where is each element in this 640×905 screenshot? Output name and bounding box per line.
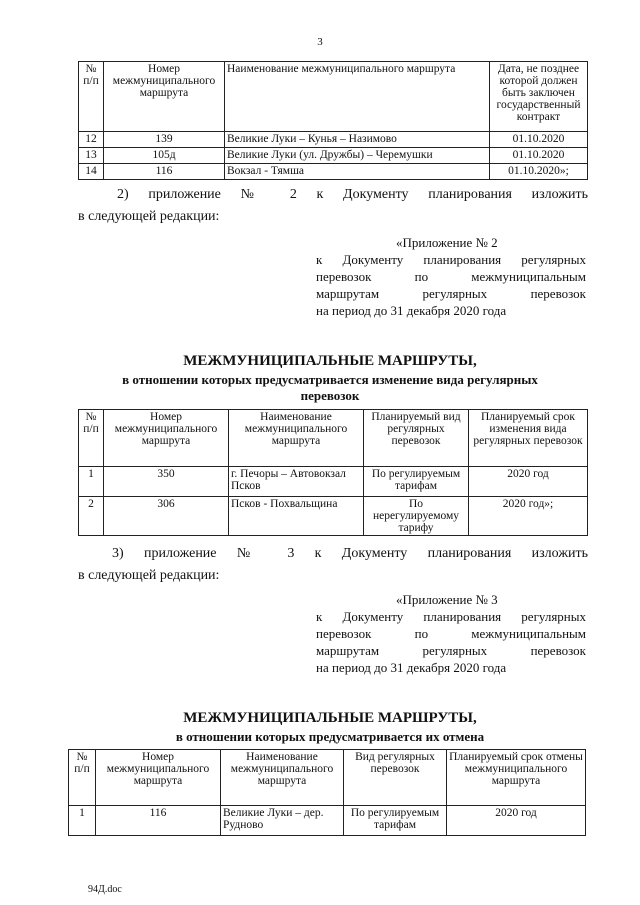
table-header-row — [79, 410, 588, 467]
appendix-3-line: к Документу планирования регулярных — [316, 609, 586, 624]
contract-dates-table — [78, 61, 588, 180]
paragraph-item-2-line2: в следующей редакции: — [78, 209, 220, 224]
col-header-route-number: Номер межмуниципального маршрута — [96, 750, 221, 806]
paragraph-item-3-line1: 3) приложение № 3 к Документу планирования изложить — [112, 546, 588, 561]
page-number: 3 — [317, 36, 323, 48]
cell-number: 1 — [69, 806, 96, 836]
appendix-2-line: на период до 31 декабря 2020 года — [316, 303, 507, 318]
cell-contract-date: 01.10.2020»; — [490, 164, 588, 180]
section-subheading-cancel: в отношении которых предусматривается их отмена — [175, 729, 485, 744]
document-filename: 94Д.doc — [88, 884, 122, 895]
appendix-3-line: перевозок по межмуниципальным — [316, 626, 586, 641]
section-subheading-change: в отношении которых предусматривается изменение вида регулярных — [122, 372, 538, 387]
col-header-route-number: Номер межмуниципального маршрута — [104, 62, 225, 132]
col-header-number: № п/п — [79, 410, 104, 467]
section-subheading-change-cont: перевозок — [300, 388, 360, 403]
table-row — [79, 148, 588, 164]
paragraph-item-3-line2: в следующей редакции: — [78, 568, 220, 583]
table-row — [79, 497, 588, 536]
cell-route-number: 139 — [104, 132, 225, 148]
table-row — [79, 132, 588, 148]
cell-route-name: Вокзал - Тямша — [225, 164, 490, 180]
appendix-2-block — [316, 234, 586, 319]
col-header-route-name: Наименование межмуниципального маршрута — [229, 410, 364, 467]
table-header-row — [69, 750, 586, 806]
cell-route-name: Великие Луки – дер. Рудново — [221, 806, 344, 836]
col-header-route-number: Номер межмуниципального маршрута — [104, 410, 229, 467]
cell-route-number: 116 — [96, 806, 221, 836]
cell-route-number: 105д — [104, 148, 225, 164]
col-header-transport-type: Вид регулярных перевозок — [344, 750, 447, 806]
cell-route-name: г. Печоры – Автовокзал Псков — [229, 467, 364, 497]
col-header-cancel-term: Планируемый срок отмены межмуниципального маршрута — [447, 750, 586, 806]
appendix-2-line: маршрутам регулярных перевозок — [316, 286, 586, 301]
transport-type-change-table — [78, 409, 588, 536]
appendix-2-title: «Приложение № 2 — [396, 235, 498, 250]
appendix-3-line: на период до 31 декабря 2020 года — [316, 660, 507, 675]
col-header-number: № п/п — [79, 62, 104, 132]
cell-number: 12 — [79, 132, 104, 148]
cell-contract-date: 01.10.2020 — [490, 148, 588, 164]
appendix-2-line: перевозок по межмуниципальным — [316, 269, 586, 284]
cell-route-name: Великие Луки (ул. Дружбы) – Черемушки — [225, 148, 490, 164]
col-header-planned-type: Планируемый вид регулярных перевозок — [364, 410, 469, 467]
section-heading-cancel: МЕЖМУНИЦИПАЛЬНЫЕ МАРШРУТЫ, — [183, 710, 477, 726]
appendix-2-line: к Документу планирования регулярных — [316, 252, 586, 267]
route-cancellation-table — [68, 749, 586, 836]
col-header-number: № п/п — [69, 750, 96, 806]
cell-contract-date: 01.10.2020 — [490, 132, 588, 148]
col-header-planned-term: Планируемый срок изменения вида регулярных перевозок — [469, 410, 588, 467]
cell-route-name: Великие Луки – Кунья – Назимово — [225, 132, 490, 148]
table-row — [79, 164, 588, 180]
table-row — [69, 806, 586, 836]
appendix-3-block — [316, 591, 586, 676]
cell-route-number: 116 — [104, 164, 225, 180]
paragraph-item-2-line1: 2) приложение № 2 к Документу планирования изложить — [117, 187, 588, 202]
cell-term: 2020 год»; — [469, 497, 588, 536]
cell-number: 2 — [79, 497, 104, 536]
col-header-route-name: Наименование межмуниципального маршрута — [221, 750, 344, 806]
cell-transport-type: По нерегулируемому тарифу — [364, 497, 469, 536]
section-heading-change: МЕЖМУНИЦИПАЛЬНЫЕ МАРШРУТЫ, — [183, 353, 477, 369]
cell-number: 14 — [79, 164, 104, 180]
appendix-3-line: маршрутам регулярных перевозок — [316, 643, 586, 658]
col-header-route-name: Наименование межмуниципального маршрута — [225, 62, 490, 132]
cell-term: 2020 год — [469, 467, 588, 497]
table-row — [79, 467, 588, 497]
col-header-contract-date: Дата, не позднее которой должен быть заключен государственный контракт — [490, 62, 588, 132]
cell-number: 1 — [79, 467, 104, 497]
cell-term: 2020 год — [447, 806, 586, 836]
table-header-row — [79, 62, 588, 132]
cell-number: 13 — [79, 148, 104, 164]
cell-route-number: 350 — [104, 467, 229, 497]
cell-transport-type: По регулируемым тарифам — [344, 806, 447, 836]
cell-transport-type: По регулируемым тарифам — [364, 467, 469, 497]
appendix-3-title: «Приложение № 3 — [396, 592, 498, 607]
cell-route-name: Псков - Похвальщина — [229, 497, 364, 536]
cell-route-number: 306 — [104, 497, 229, 536]
